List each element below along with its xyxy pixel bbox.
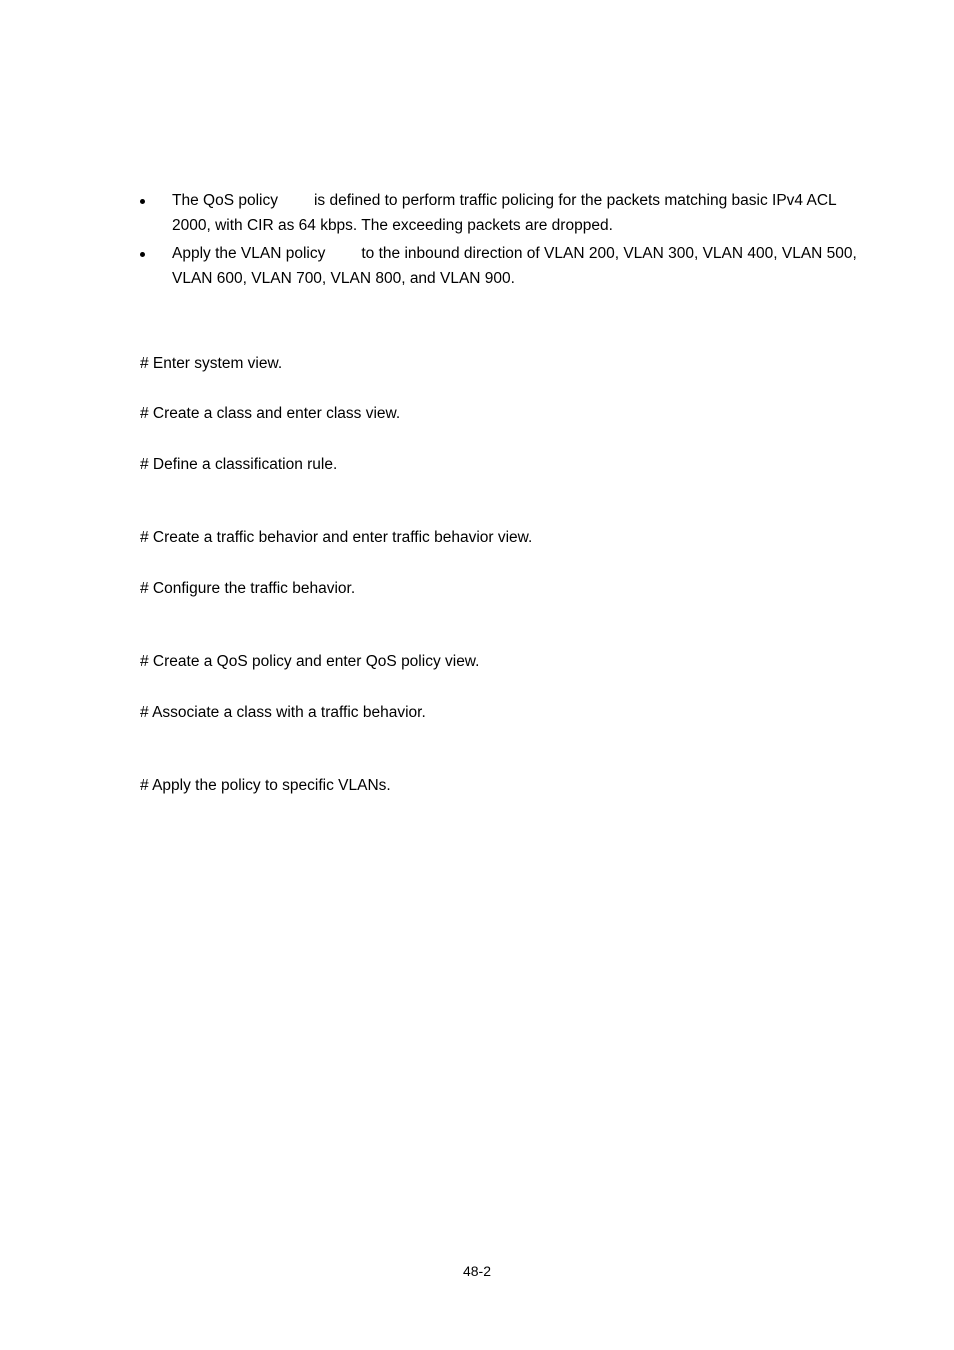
list-item <box>140 188 875 238</box>
list-item <box>140 241 875 291</box>
bullet-text-end: is defined to perform traffic policing for the packets matching basic IPv4 ACL 2000, with CIR as 64 kbps. The exceeding packets are dropped. <box>172 192 837 234</box>
bullet-text-start: The QoS policy <box>172 192 278 209</box>
bullet-text-start: Apply the VLAN policy <box>172 245 326 262</box>
step-associate-class: # Associate a class with a traffic behavior. <box>140 704 426 721</box>
bullet-icon <box>140 199 145 204</box>
step-apply-policy: # Apply the policy to specific VLANs. <box>140 777 391 794</box>
step-create-behavior: # Create a traffic behavior and enter traffic behavior view. <box>140 529 533 546</box>
step-configure-behavior: # Configure the traffic behavior. <box>140 580 356 597</box>
page-number: 48-2 <box>462 1263 492 1279</box>
step-define-rule: # Define a classification rule. <box>140 456 338 473</box>
bullet-text-end: to the inbound direction of VLAN 200, VLAN 300, VLAN 400, VLAN 500, VLAN 600, VLAN 700, VLAN 800, and VLAN 900. <box>172 245 857 287</box>
step-enter-system-view: # Enter system view. <box>140 355 283 372</box>
step-create-class: # Create a class and enter class view. <box>140 405 401 422</box>
requirements-list <box>140 188 875 294</box>
bullet-icon <box>140 252 145 257</box>
step-create-policy: # Create a QoS policy and enter QoS policy view. <box>140 653 480 670</box>
